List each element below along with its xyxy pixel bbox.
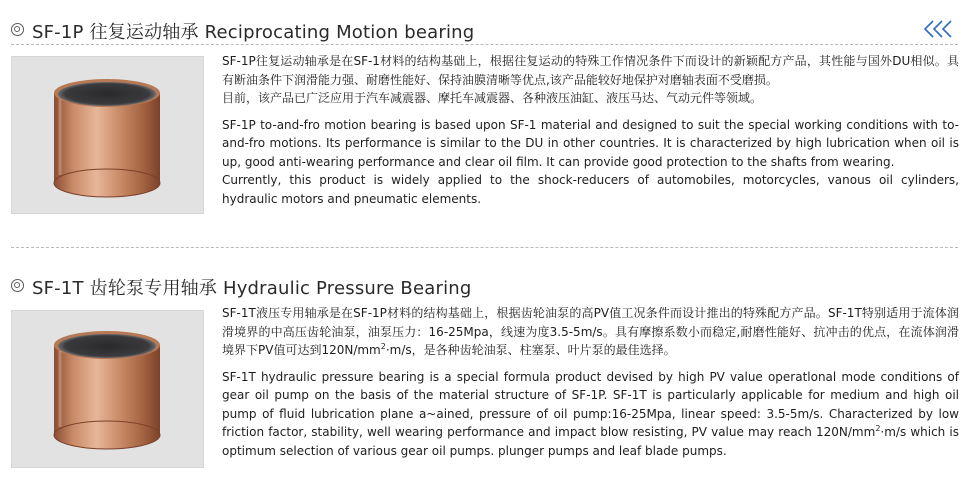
cn-paragraph-1: SF-1T液压专用轴承是在SF-1P材料的结构基础上，根据齿轮油泵的高PV值工况条件而设计推出的特殊配方产品。SF-1T特别适用于流体润滑境界的中高压齿轮油泵，油泵压力：16-25Mpa，线速为度3.5-5m/s。具有摩擦系数小而稳定,耐磨性能好、抗冲击的优点，在流体润滑境界下PV值可达到$120N/mm^2\cdot m/s$，是各种齿轮油泵、柱塞泵、叶片泵的最佳选择。 (222, 306, 959, 357)
cn-paragraph-2: 目前，该产品已广泛应用于汽车减震器、摩托车减震器、各种液压油缸、液压马达、气动元件等领域。 (222, 91, 763, 105)
dashed-divider (11, 44, 958, 45)
en-paragraph-1: SF-1T hydraulic pressure bearing is a special formula product devised by high PV value operatlonal mode conditions of gear oil pump on the basis of the material structure of SF-1P. SF-1T is particularly applicable for medium and high oil pump of fluid lubrication plane a~ained, pressure of oil pump:16-25Mpa, linear speed: 3.5-5m/s. Characterized by low friction factor, stability, well wearing performance and impact blow resisting, PV value may reach $120N/mm^2\cdot m/s$ which is optimum selection of various gear oil pumps. plunger pumps and leaf blade pumps. (222, 369, 959, 458)
cn-paragraph-1: SF-1P往复运动轴承是在SF-1材料的结构基础上，根据往复运动的特殊工作情况条件下而设计的新颖配方产品，其性能与国外DU相似。具有断油条件下润滑能力强、耐磨性能好、保持油膜清晰等优点,该产品能较好地保护对磨轴表面不受磨损。 (222, 54, 959, 87)
double-circle-icon (11, 279, 24, 292)
triple-chevron-left-icon[interactable] (921, 18, 959, 40)
double-circle-icon (11, 23, 24, 36)
section-description (222, 304, 959, 460)
bronze-bushing-image (12, 57, 203, 213)
product-image-bushing (11, 310, 204, 468)
section-description (222, 52, 959, 208)
section-sf-1p (0, 8, 969, 206)
section-header (0, 264, 969, 304)
en-paragraph-2: Currently, this product is widely applied to the shock-reducers of automobiles, motorcycles, vanous oil cylinders, hydraulic motors and pneumatic elements. (222, 173, 959, 206)
section-title: SF-1P 往复运动轴承 Reciprocating Motion bearing (32, 22, 475, 43)
section-title: SF-1T 齿轮泵专用轴承 Hydraulic Pressure Bearing (32, 278, 472, 299)
product-image-bushing (11, 56, 204, 214)
section-header (0, 8, 969, 48)
dashed-divider (11, 247, 958, 248)
bronze-bushing-image (12, 311, 203, 467)
section-sf-1t (0, 264, 969, 458)
en-paragraph-1: SF-1P to-and-fro motion bearing is based upon SF-1 material and designed to suit the special working conditions with to-and-fro motions. Its performance is similar to the DU in other countries. It is characterized by high lubrication when oil is up, good anti-wearing performance and clear oil film. It can provide good protection to the shafts from wearing. (222, 117, 959, 169)
